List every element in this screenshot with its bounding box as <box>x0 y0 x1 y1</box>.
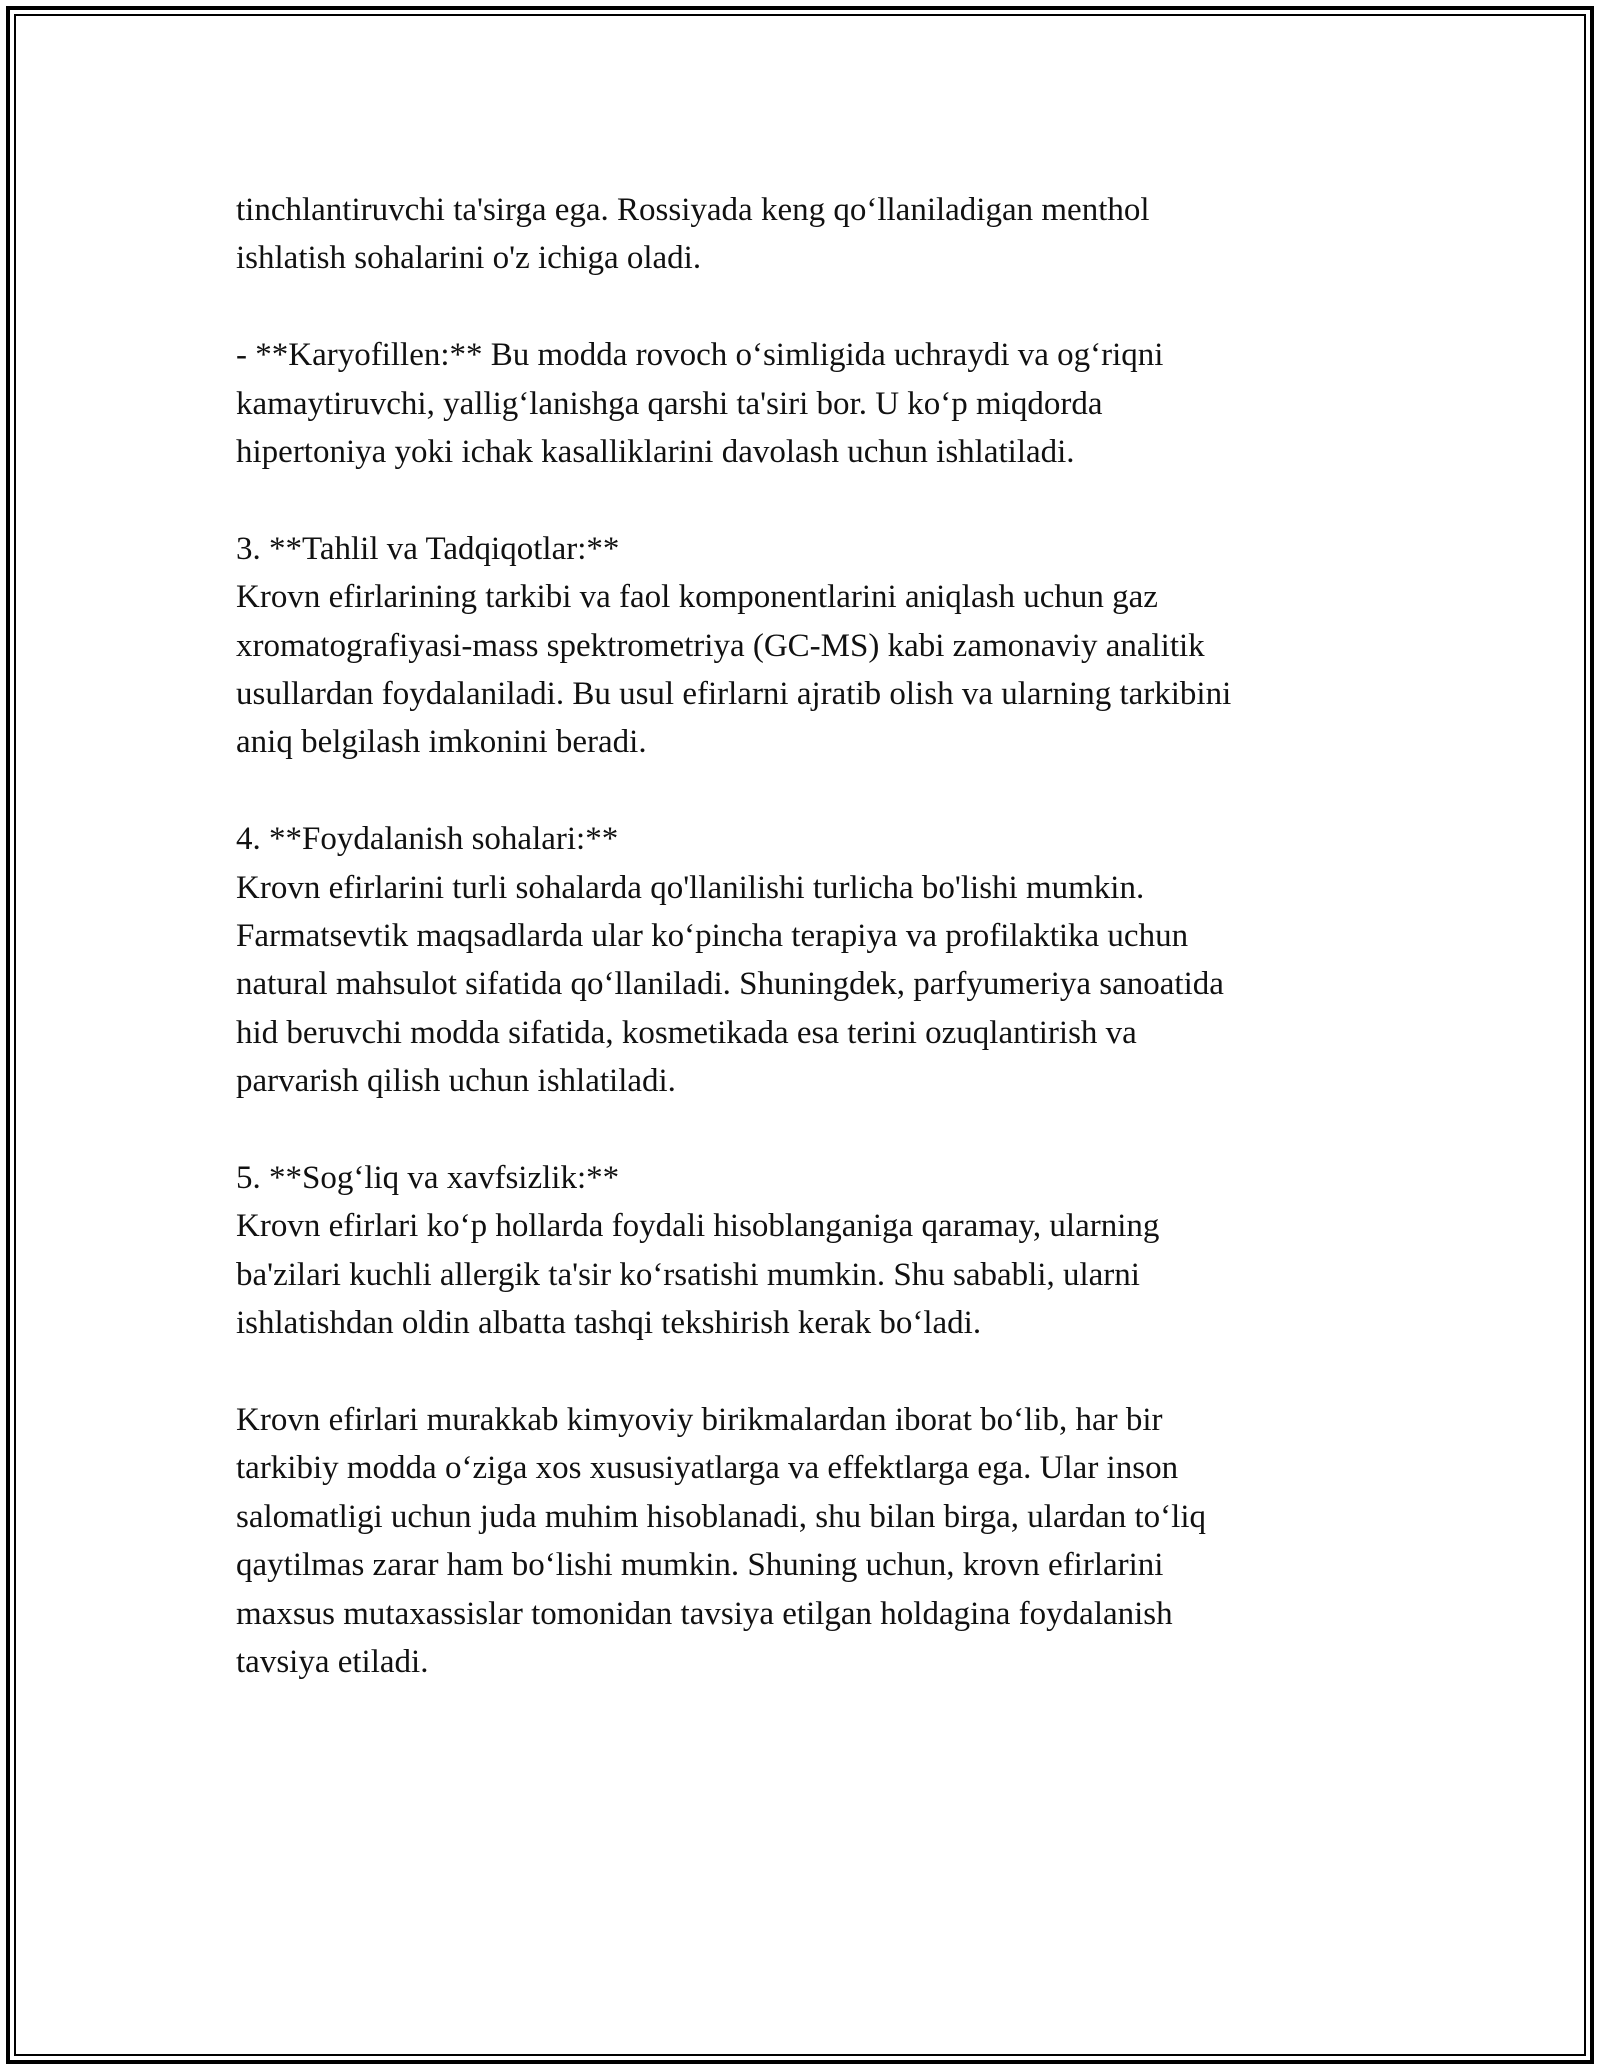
paragraph-spacer <box>236 476 1386 524</box>
paragraph-spacer <box>236 767 1386 815</box>
section-sogliq-va-xavfsizlik: 5. **Sog‘liq va xavfsizlik:** Krovn efirlari ko‘p hollarda foydali hisoblanganiga qaramay, ularning ba'zilari kuchli allergik ta'sir ko‘rsatishi mumkin. Shu sababli, ularni ishlatishdan oldin albatta tashqi tekshirish kerak bo‘ladi. <box>236 1160 1160 1342</box>
paragraph-menthol-continuation: tinchlantiruvchi ta'sirga ega. Rossiyada keng qo‘llaniladigan menthol ishlatish sohalarini o'z ichiga oladi. <box>236 192 1150 277</box>
paragraph-conclusion: Krovn efirlari murakkab kimyoviy birikmalardan iborat bo‘lib, har bir tarkibiy modda o‘ziga xos xususiyatlarga va effektlarga ega. Ular inson salomatligi uchun juda muhim hisoblanadi, shu bilan birga, ulardan to‘liq qaytilmas zarar ham bo‘lishi mumkin. Shuning uchun, krovn efirlarini maxsus mutaxassislar tomonidan tavsiya etilgan holdagina foydalanish tavsiya etiladi. <box>236 1402 1206 1681</box>
paragraph-spacer <box>236 283 1386 331</box>
paragraph-karyofillen: - **Karyofillen:** Bu modda rovoch o‘simligida uchraydi va og‘riqni kamaytiruvchi, yallig‘lanishga qarshi ta'siri bor. U ko‘p miqdorda hipertoniya yoki ichak kasalliklarini davolash uchun ishlatiladi. <box>236 337 1164 471</box>
document-body <box>236 186 1386 1687</box>
paragraph-spacer <box>236 1106 1386 1154</box>
section-foydalanish-sohalari: 4. **Foydalanish sohalari:** Krovn efirlarini turli sohalarda qo'llanilishi turlicha bo'lishi mumkin. Farmatsevtik maqsadlarda ular ko‘pincha terapiya va profilaktika uchun natural mahsulot sifatida qo‘llaniladi. Shuningdek, parfyumeriya sanoatida hid beruvchi modda sifatida, kosmetikada esa terini ozuqlantirish va parvarish qilish uchun ishlatiladi. <box>236 821 1224 1100</box>
section-tahlil-va-tadqiqotlar: 3. **Tahlil va Tadqiqotlar:** Krovn efirlarining tarkibi va faol komponentlarini aniqlash uchun gaz xromatografiyasi-mass spektrometriya (GC-MS) kabi zamonaviy analitik usullardan foydalaniladi. Bu usul efirlarni ajratib olish va ularning tarkibini aniq belgilash imkonini beradi. <box>236 530 1232 761</box>
paragraph-spacer <box>236 1348 1386 1396</box>
